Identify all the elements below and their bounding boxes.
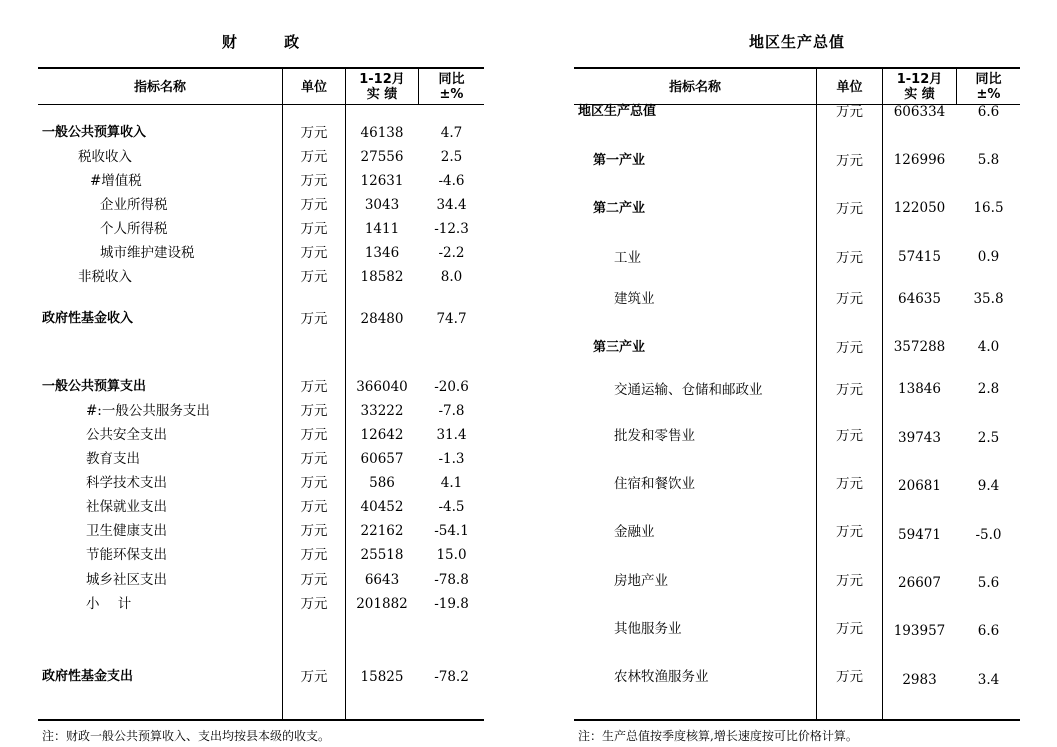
row-unit: 万元: [300, 221, 328, 237]
row-value: 2983: [902, 672, 937, 688]
row-unit: 万元: [300, 499, 328, 515]
header-period-line2: 实 绩: [366, 87, 398, 102]
row-indicator-name: 社保就业支出: [86, 499, 167, 515]
row-indicator-name: 住宿和餐饮业: [614, 476, 695, 492]
row-indicator-name: 工业: [614, 250, 641, 266]
row-value: 18582: [360, 269, 404, 285]
row-unit: 万元: [836, 428, 863, 444]
row-value: 3043: [364, 197, 400, 213]
row-yoy-change: 6.6: [977, 104, 1000, 120]
row-unit: 万元: [836, 153, 863, 169]
row-value: 33222: [360, 403, 404, 419]
row-indicator-name: 教育支出: [86, 451, 140, 467]
row-unit: 万元: [300, 547, 328, 563]
row-yoy-change: 5.8: [977, 152, 1000, 168]
row-indicator-name: 批发和零售业: [614, 428, 695, 444]
row-unit: 万元: [300, 403, 328, 419]
row-unit: 万元: [300, 572, 328, 588]
header-yoy-line2: ±%: [439, 87, 464, 102]
row-indicator-name: 交通运输、仓储和邮政业: [614, 382, 763, 398]
header-indicator-name: 指标名称: [133, 79, 186, 95]
row-yoy-change: 8.0: [440, 269, 463, 285]
row-yoy-change: 4.0: [977, 339, 1000, 355]
row-value: 357288: [893, 339, 946, 355]
row-indicator-name: 地区生产总值: [578, 104, 657, 119]
row-yoy-change: -12.3: [434, 221, 469, 237]
row-value: 22162: [360, 523, 404, 539]
header-period-line2: 实 绩: [904, 87, 935, 102]
row-unit: 万元: [300, 173, 328, 189]
row-unit: 万元: [836, 382, 863, 398]
row-indicator-name: 房地产业: [614, 573, 668, 589]
row-unit: 万元: [300, 451, 328, 467]
row-yoy-change: 74.7: [436, 311, 467, 327]
row-value: 57415: [898, 249, 941, 265]
bottom-rule: [574, 719, 1020, 721]
row-indicator-name: 企业所得税: [100, 197, 168, 213]
row-yoy-change: 3.4: [977, 672, 1000, 688]
row-unit: 万元: [836, 104, 863, 120]
row-value: 26607: [898, 575, 941, 591]
header-period: [883, 71, 956, 103]
header-yoy-line1: 同比: [975, 72, 1002, 87]
gdp-footnote: 注：生产总值按季度核算,增长速度按可比价格计算。: [578, 729, 858, 743]
row-yoy-change: -5.0: [975, 527, 1002, 543]
header-period-line1: 1-12月: [359, 72, 405, 87]
bottom-rule: [38, 719, 484, 721]
row-unit: 万元: [300, 125, 328, 141]
row-value: 27556: [360, 149, 404, 165]
row-unit: 万元: [836, 524, 863, 540]
row-yoy-change: 2.5: [440, 149, 463, 165]
row-indicator-name: 节能环保支出: [86, 547, 167, 563]
row-unit: 万元: [300, 596, 328, 612]
row-value: 13846: [898, 381, 941, 397]
row-value: 25518: [360, 547, 404, 563]
row-value: 606334: [893, 104, 946, 120]
row-yoy-change: -4.6: [438, 173, 465, 189]
gdp-table-panel: [574, 0, 1020, 747]
row-indicator-name: #:一般公共服务支出: [86, 403, 210, 419]
row-indicator-name: 金融业: [614, 524, 655, 540]
row-value: 40452: [360, 499, 404, 515]
row-yoy-change: 2.5: [977, 430, 1000, 446]
row-unit: 万元: [300, 149, 328, 165]
row-yoy-change: 4.7: [440, 125, 463, 141]
row-unit: 万元: [836, 340, 863, 356]
row-unit: 万元: [836, 669, 863, 685]
row-unit: 万元: [836, 201, 863, 217]
header-period-line1: 1-12月: [896, 72, 943, 87]
header-unit: 单位: [836, 79, 863, 95]
row-indicator-name: 一般公共预算收入: [42, 125, 147, 140]
gdp-table-title: 地区生产总值: [748, 33, 845, 51]
row-value: 1346: [364, 245, 400, 261]
finance-footnote: 注：财政一般公共预算收入、支出均按县本级的收支。: [42, 729, 331, 743]
row-yoy-change: -2.2: [438, 245, 465, 261]
row-yoy-change: -78.2: [434, 669, 469, 685]
row-yoy-change: 16.5: [973, 200, 1004, 216]
row-indicator-name: 卫生健康支出: [86, 523, 167, 539]
row-value: 59471: [898, 527, 941, 543]
row-value: 20681: [898, 478, 941, 494]
row-indicator-name: 个人所得税: [100, 221, 168, 237]
row-yoy-change: 5.6: [977, 575, 1000, 591]
row-unit: 万元: [300, 197, 328, 213]
row-indicator-name: 非税收入: [78, 269, 132, 285]
row-yoy-change: -7.8: [438, 403, 465, 419]
row-yoy-change: 31.4: [436, 427, 467, 443]
row-value: 15825: [360, 669, 404, 685]
row-indicator-name: 科学技术支出: [86, 475, 167, 491]
header-unit: 单位: [300, 79, 327, 95]
row-value: 122050: [893, 200, 946, 216]
row-unit: 万元: [300, 475, 328, 491]
row-indicator-name: 农林牧渔服务业: [614, 669, 709, 685]
row-value: 586: [369, 475, 395, 491]
row-yoy-change: 0.9: [977, 249, 1000, 265]
row-value: 126996: [893, 152, 946, 168]
row-yoy-change: -54.1: [434, 523, 469, 539]
header-indicator-name: 指标名称: [668, 79, 721, 95]
row-indicator-name: 城市维护建设税: [100, 245, 195, 261]
header-yoy: [419, 71, 484, 103]
row-value: 193957: [893, 623, 946, 639]
header-rule: [38, 104, 484, 105]
row-unit: 万元: [836, 250, 863, 266]
row-value: 28480: [360, 311, 404, 327]
row-yoy-change: 4.1: [440, 475, 463, 491]
row-unit: 万元: [300, 245, 328, 261]
row-value: 201882: [356, 596, 408, 612]
row-yoy-change: 35.8: [973, 291, 1004, 307]
row-indicator-name: 第二产业: [593, 201, 646, 216]
row-yoy-change: 9.4: [977, 478, 1000, 494]
top-rule: [574, 67, 1020, 69]
row-yoy-change: 2.8: [977, 381, 1000, 397]
row-yoy-change: -20.6: [434, 379, 469, 395]
finance-table-panel: [38, 0, 484, 747]
row-indicator-name: 建筑业: [614, 291, 655, 307]
header-yoy-line2: ±%: [976, 87, 1001, 102]
row-indicator-name: #增值税: [90, 173, 142, 189]
row-value: 64635: [898, 291, 941, 307]
row-value: 46138: [360, 125, 404, 141]
row-indicator-name: 政府性基金支出: [42, 669, 134, 684]
row-value: 366040: [356, 379, 408, 395]
row-indicator-name: 第三产业: [593, 340, 646, 355]
header-yoy-line1: 同比: [438, 72, 465, 87]
row-value: 12631: [360, 173, 404, 189]
row-unit: 万元: [300, 523, 328, 539]
row-unit: 万元: [300, 669, 328, 685]
row-yoy-change: 6.6: [977, 623, 1000, 639]
row-indicator-name: 小 计: [86, 596, 132, 612]
row-value: 6643: [364, 572, 400, 588]
header-period: [346, 71, 418, 103]
row-indicator-name: 一般公共预算支出: [42, 379, 147, 394]
row-unit: 万元: [300, 427, 328, 443]
row-yoy-change: -78.8: [434, 572, 469, 588]
row-indicator-name: 政府性基金收入: [42, 311, 134, 326]
row-unit: 万元: [836, 573, 863, 589]
row-value: 60657: [360, 451, 404, 467]
row-yoy-change: 15.0: [436, 547, 467, 563]
row-yoy-change: 34.4: [436, 197, 467, 213]
row-indicator-name: 城乡社区支出: [86, 572, 167, 588]
row-unit: 万元: [836, 476, 863, 492]
row-unit: 万元: [300, 269, 328, 285]
row-indicator-name: 税收收入: [78, 149, 132, 165]
row-yoy-change: -1.3: [438, 451, 465, 467]
finance-table-title: 财 政: [221, 33, 301, 51]
row-indicator-name: 第一产业: [593, 153, 646, 168]
row-unit: 万元: [300, 379, 328, 395]
header-yoy: [957, 71, 1020, 103]
row-value: 12642: [360, 427, 404, 443]
row-indicator-name: 其他服务业: [614, 621, 682, 637]
row-indicator-name: 公共安全支出: [86, 427, 167, 443]
row-unit: 万元: [836, 621, 863, 637]
row-unit: 万元: [836, 291, 863, 307]
row-yoy-change: -19.8: [434, 596, 469, 612]
row-value: 39743: [898, 430, 941, 446]
row-yoy-change: -4.5: [438, 499, 465, 515]
row-value: 1411: [364, 221, 400, 237]
row-unit: 万元: [300, 311, 328, 327]
